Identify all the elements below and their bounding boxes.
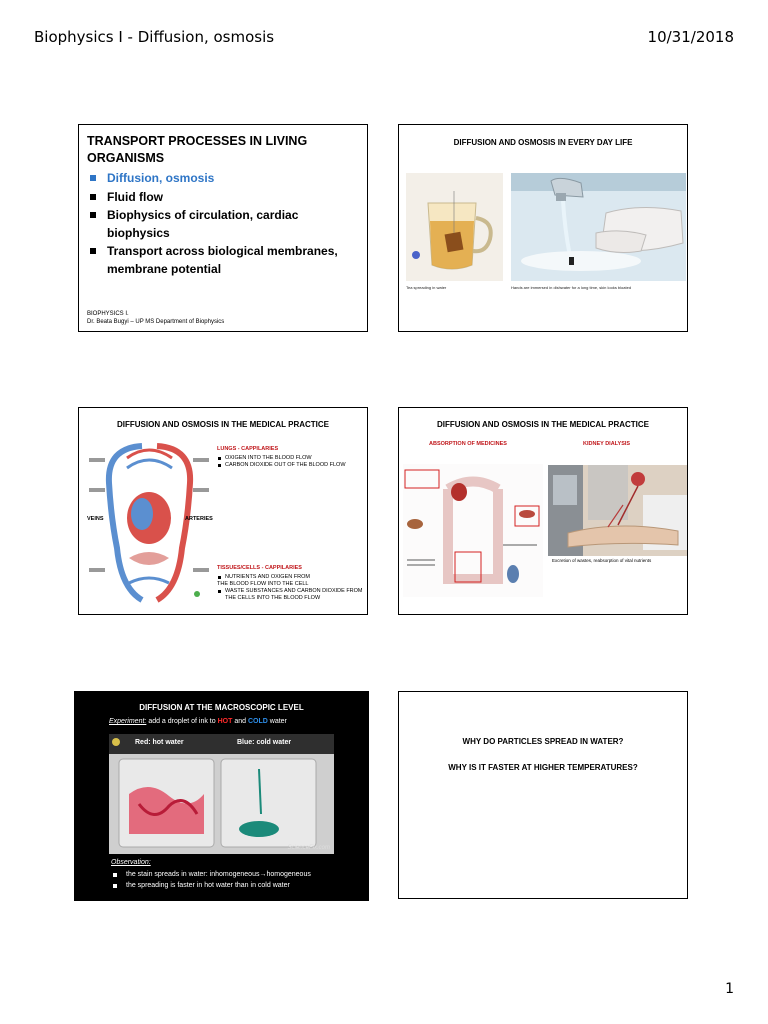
page-header-title: Biophysics I - Diffusion, osmosis [34,28,275,46]
topic-item: Fluid flow [89,189,364,207]
list-item: WASTE SUBSTANCES AND CARBON DIOXIDE FROM THE CELLS INTO THE BLOOD FLOW [217,588,367,602]
square-bullet-icon [90,194,96,200]
slide-1 [78,124,368,332]
list-item: CARBON DIOXIDE OUT OF THE BLOOD FLOW [217,462,357,469]
list-item-continuation: THE BLOOD FLOW INTO THE CELL [217,581,309,587]
square-bullet-icon [90,248,96,254]
slide-4-title: DIFFUSION AND OSMOSIS IN THE MEDICAL PRACTICE [436,420,649,429]
slide-1-footer: BIOPHYSICS I. Dr. Beata Bugyi – UP MS Department of Biophysics [87,311,225,325]
observation-list [111,869,311,891]
slide-5-title: DIFFUSION AT THE MACROSCOPIC LEVEL [139,703,304,712]
hands-in-water-photo [511,173,686,281]
topic-list [89,170,364,279]
absorption-label: ABSORPTION OF MEDICINES [429,441,507,447]
tea-caption: Tea spreading in water [406,285,447,290]
arteries-label: ARTERIES [185,516,213,522]
topic-item: Diffusion, osmosis [89,170,364,188]
square-bullet-icon [90,212,96,218]
lungs-label: LUNGS - CAPPILARIES [217,446,279,452]
list-item: NUTRIENTS AND OXIGEN FROM [217,574,367,581]
slide-6 [398,691,688,899]
slide-4 [398,407,688,615]
list-item: OXIGEN INTO THE BLOOD FLOW [217,455,357,462]
slide-1-title: TRANSPORT PROCESSES IN LIVING ORGANISMS [87,134,308,165]
slide-5 [74,691,369,901]
tissues-label: TISSUES/CELLS - CAPPILARIES [217,565,302,571]
square-bullet-icon [90,175,96,181]
experiment-text: Experiment: add a droplet of ink to HOT and COLD water [109,718,287,725]
slide-2 [398,124,688,332]
kidney-dialysis-label: KIDNEY DIALYSIS [583,441,631,447]
observation-label: Observation: [111,859,151,866]
dialysis-caption: Excretion of wastes, reabsorption of vital nutrients [552,558,652,563]
hands-caption: Hands are immersed in dishwater for a long time, skin looks bloated [511,285,632,290]
list-item: the stain spreads in water: inhomogeneous→homogeneous [111,869,311,880]
tea-cup-photo [406,173,503,281]
page-number: 1 [725,981,734,997]
dialysis-photo [548,465,688,556]
circulation-diagram [87,438,212,608]
page-header-date: 10/31/2018 [647,28,734,46]
lungs-list [217,455,357,469]
ink-diffusion-video-frame [109,734,334,854]
slide-2-title: DIFFUSION AND OSMOSIS IN EVERY DAY LIFE [453,138,633,147]
veins-label: VEINS [87,516,104,522]
video-red-label: Red: hot water [135,739,184,746]
topic-item: Biophysics of circulation, cardiac biophysics [89,207,364,242]
slide-3-title: DIFFUSION AND OSMOSIS IN THE MEDICAL PRACTICE [116,420,329,429]
question-1: WHY DO PARTICLES SPREAD IN WATER? [462,737,624,746]
absorption-diagram [403,464,543,597]
video-blue-label: Blue: cold water [237,739,292,746]
slide-3 [78,407,368,615]
tissues-list [217,574,367,602]
video-watermark: ScienceFix.com [287,845,330,851]
question-2: WHY IS IT FASTER AT HIGHER TEMPERATURES? [448,763,638,772]
topic-item: Transport across biological membranes, membrane potential [89,243,364,278]
list-item: the spreading is faster in hot water than in cold water [111,880,311,891]
